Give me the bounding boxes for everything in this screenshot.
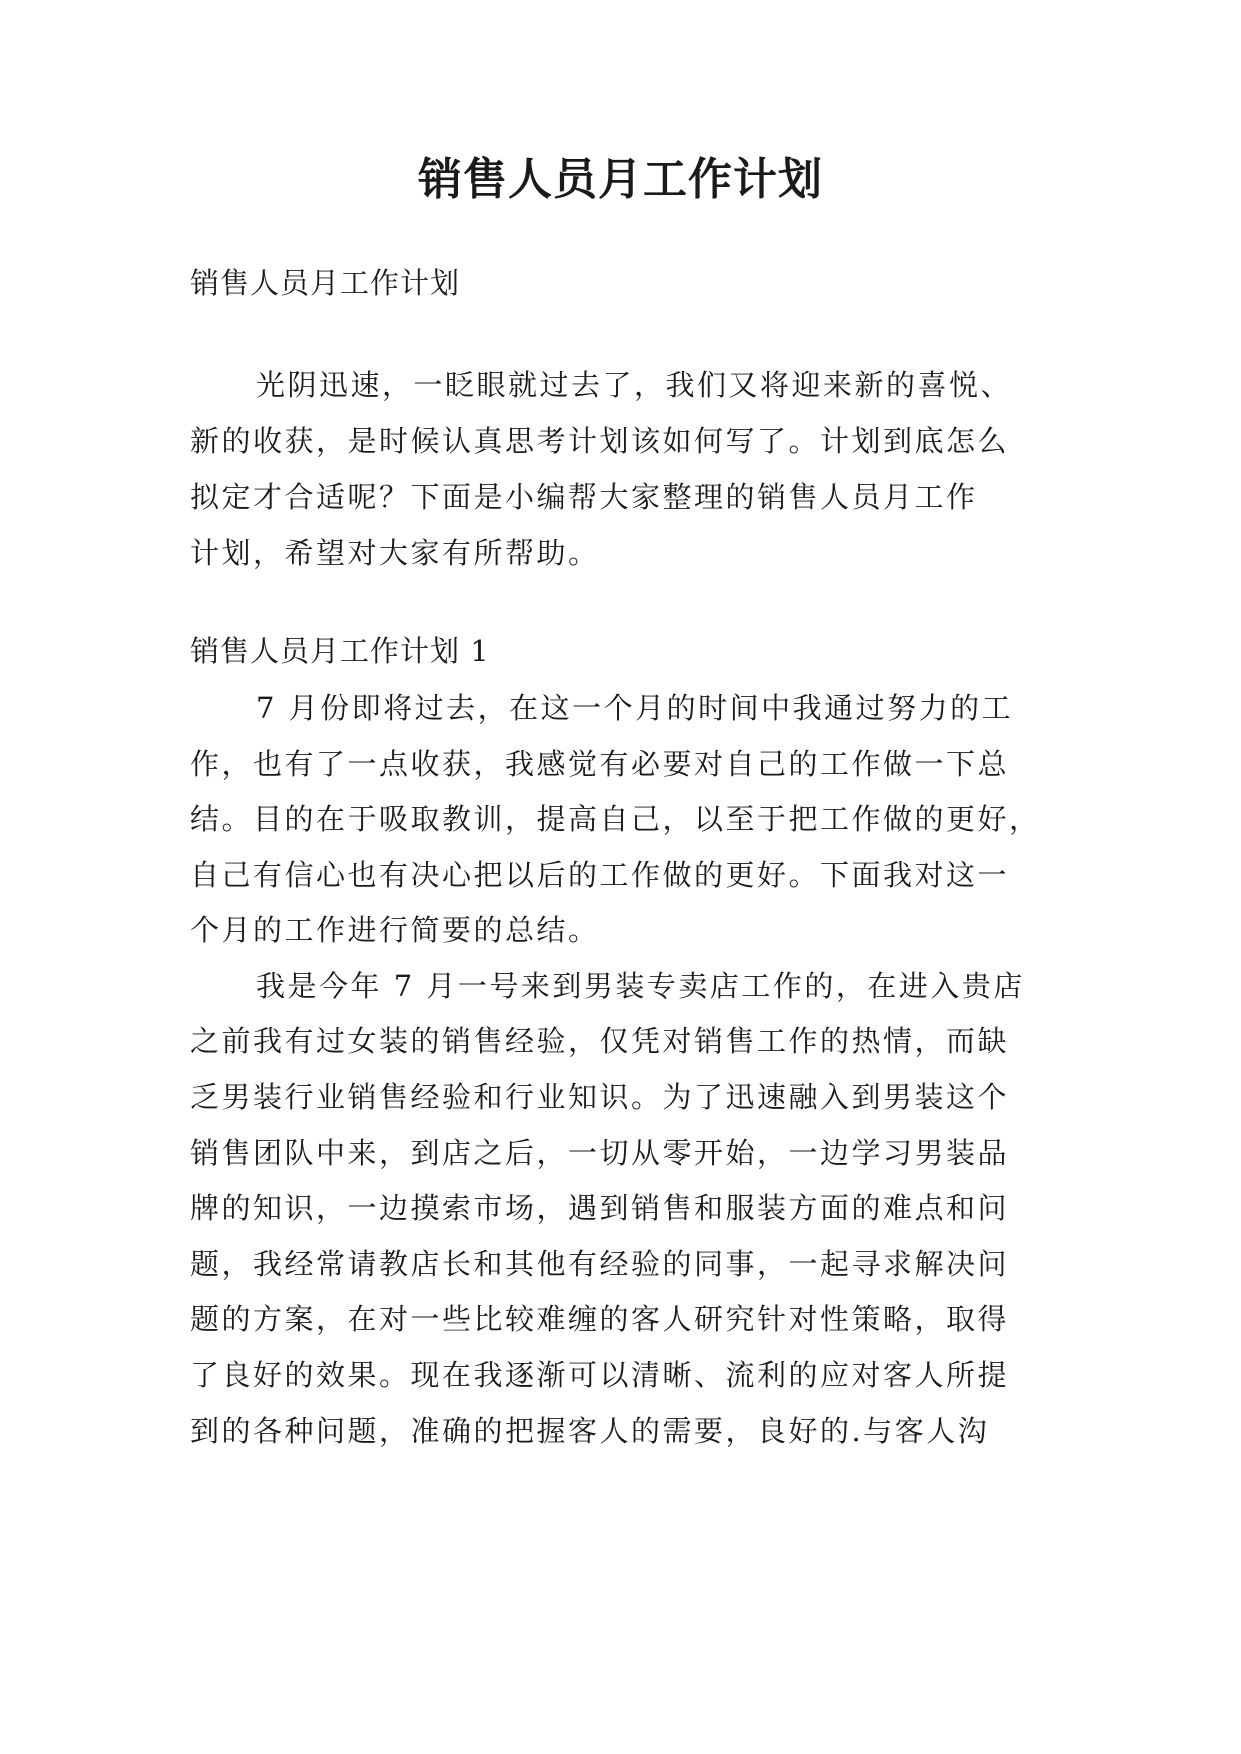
document-title: 销售人员月工作计划	[418, 154, 823, 205]
paragraph-line: 牌的知识，一边摸索市场，遇到销售和服装方面的难点和问	[190, 1191, 1010, 1225]
intro-line: 新的收获，是时候认真思考计划该如何写了。计划到底怎么	[190, 424, 1010, 458]
paragraph-line: 自己有信心也有决心把以后的工作做的更好。下面我对这一	[190, 858, 1010, 892]
paragraph-line: 作，也有了一点收获，我感觉有必要对自己的工作做一下总	[190, 747, 1010, 781]
paragraph-line: 到的各种问题，准确的把握客人的需要，良好的.与客人沟	[190, 1414, 990, 1448]
paragraph-line: 7 月份即将过去，在这一个月的时间中我通过努力的工	[256, 691, 1014, 725]
section-heading: 销售人员月工作计划 1	[190, 634, 490, 668]
paragraph-line: 了良好的效果。现在我逐渐可以清晰、流利的应对客人所提	[190, 1358, 1010, 1392]
paragraph-line: 结。目的在于吸取教训，提高自己，以至于把工作做的更好，	[190, 802, 1041, 836]
paragraph-line: 我是今年 7 月一号来到男装专卖店工作的，在进入贵店	[256, 969, 1025, 1003]
paragraph-line: 乏男装行业销售经验和行业知识。为了迅速融入到男装这个	[190, 1080, 1010, 1114]
intro-line: 计划，希望对大家有所帮助。	[190, 536, 600, 570]
paragraph-line: 个月的工作进行简要的总结。	[190, 913, 600, 947]
paragraph-line: 之前我有过女装的销售经验，仅凭对销售工作的热情，而缺	[190, 1024, 1010, 1058]
paragraph-line: 题，我经常请教店长和其他有经验的同事，一起寻求解决问	[190, 1247, 1010, 1281]
intro-line: 光阴迅速，一眨眼就过去了，我们又将迎来新的喜悦、	[256, 368, 1013, 402]
intro-line: 拟定才合适呢？下面是小编帮大家整理的销售人员月工作	[190, 480, 978, 514]
paragraph-line: 题的方案，在对一些比较难缠的客人研究针对性策略，取得	[190, 1302, 1010, 1336]
paragraph-line: 销售团队中来，到店之后，一切从零开始，一边学习男装品	[190, 1136, 1010, 1170]
document-subtitle: 销售人员月工作计划	[190, 266, 461, 300]
